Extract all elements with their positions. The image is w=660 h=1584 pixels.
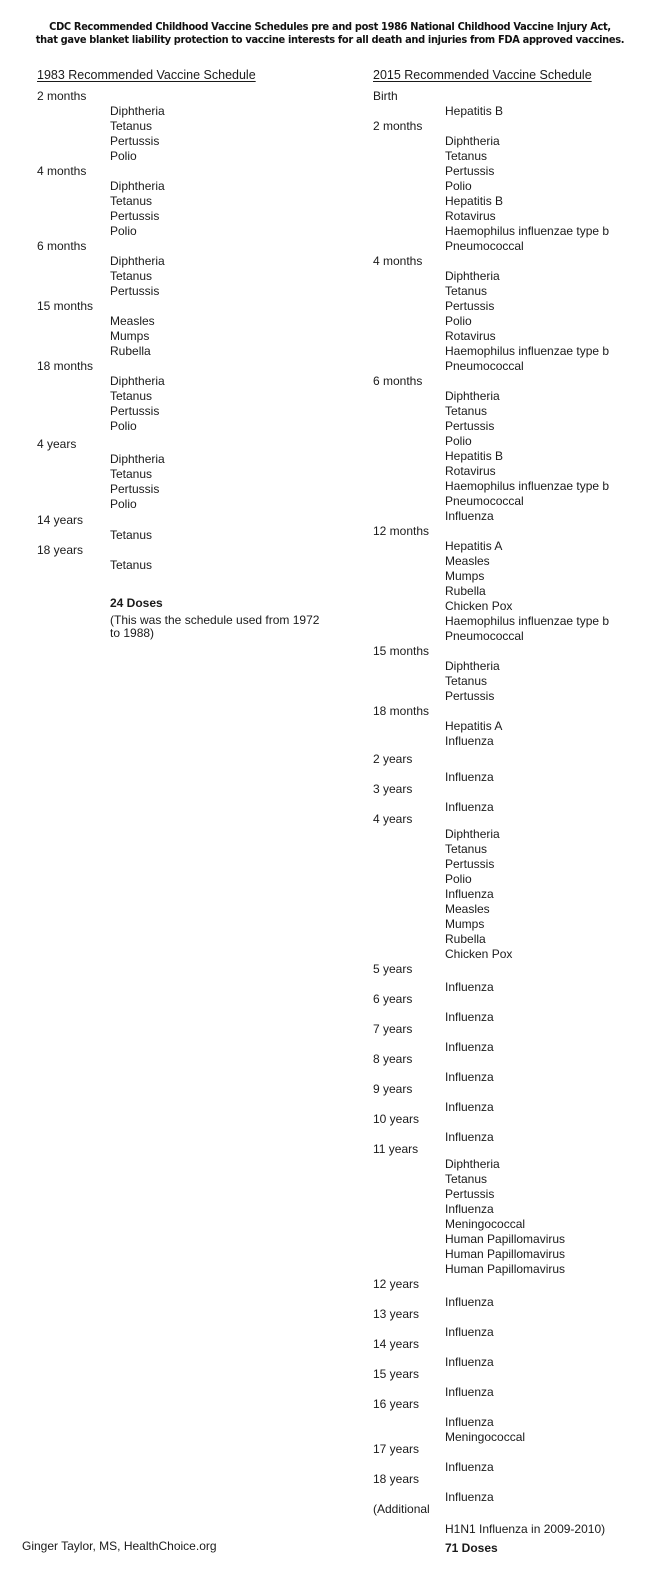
age-label: 4 years [373, 812, 413, 826]
age-label: 18 months [37, 359, 94, 373]
vaccine-item: Diphtheria [110, 452, 165, 466]
vaccine-item: Tetanus [445, 674, 488, 688]
vaccine-item: Measles [110, 314, 155, 328]
vaccine-item: Diphtheria [445, 827, 500, 841]
vaccine-item: Pertussis [445, 299, 495, 313]
vaccine-item: Human Papillomavirus [445, 1262, 566, 1276]
age-label: 18 years [373, 1472, 420, 1486]
age-label: 2 months [37, 89, 87, 103]
vaccine-item: Influenza [445, 1385, 494, 1399]
age-label: 10 years [373, 1112, 420, 1126]
vaccine-item: Hepatitis A [445, 539, 503, 553]
vaccine-item: Tetanus [110, 389, 153, 403]
vaccine-item: Rubella [110, 344, 151, 358]
age-label: 13 years [373, 1307, 420, 1321]
vaccine-item: Diphtheria [110, 374, 165, 388]
vaccine-item: Influenza [445, 1490, 494, 1504]
age-label: 17 years [373, 1442, 420, 1456]
age-label: 3 years [373, 782, 413, 796]
vaccine-item: Pneumococcal [445, 359, 524, 373]
vaccine-item: Pertussis [110, 404, 160, 418]
heading-1983-schedule: 1983 Recommended Vaccine Schedule [37, 68, 256, 82]
vaccine-item: Influenza [445, 509, 494, 523]
age-label: 14 years [37, 513, 84, 527]
vaccine-item: Influenza [445, 1070, 494, 1084]
vaccine-item: Rubella [445, 584, 486, 598]
total-doses-1983: 24 Doses [110, 596, 163, 610]
vaccine-item: Influenza [445, 1040, 494, 1054]
age-label: 4 months [37, 164, 87, 178]
age-label: 16 years [373, 1397, 420, 1411]
vaccine-item: Influenza [445, 980, 494, 994]
vaccine-item: Rotavirus [445, 464, 496, 478]
vaccine-item: Pneumococcal [445, 494, 524, 508]
age-label: 15 months [373, 644, 430, 658]
vaccine-item: Tetanus [110, 194, 153, 208]
vaccine-item: H1N1 Influenza in 2009-2010) [445, 1522, 606, 1536]
vaccine-item: Tetanus [110, 467, 153, 481]
age-label: 6 months [373, 374, 423, 388]
vaccine-item: Influenza [445, 1100, 494, 1114]
vaccine-item: Polio [110, 149, 137, 163]
footer-credit: Ginger Taylor, MS, HealthChoice.org [22, 1539, 217, 1553]
vaccine-item: Tetanus [110, 269, 153, 283]
vaccine-item: Haemophilus influenzae type b [445, 344, 610, 358]
age-label: 5 years [373, 962, 413, 976]
vaccine-item: Tetanus [445, 404, 488, 418]
vaccine-item: Polio [445, 314, 472, 328]
vaccine-item: Hepatitis B [445, 449, 504, 463]
age-label: 2 years [373, 752, 413, 766]
vaccine-item: Diphtheria [110, 179, 165, 193]
age-label: 6 months [37, 239, 87, 253]
vaccine-item: Tetanus [110, 528, 153, 542]
vaccine-item: Pneumococcal [445, 239, 524, 253]
vaccine-item: Meningococcal [445, 1217, 526, 1231]
age-label: 8 years [373, 1052, 413, 1066]
vaccine-item: Polio [110, 497, 137, 511]
vaccine-item: Tetanus [445, 149, 488, 163]
vaccine-item: Polio [110, 419, 137, 433]
vaccine-item: Pertussis [445, 857, 495, 871]
vaccine-item: Chicken Pox [445, 947, 513, 961]
vaccine-item: Measles [445, 902, 490, 916]
age-label: 15 months [37, 299, 94, 313]
vaccine-item: Diphtheria [445, 1157, 500, 1171]
age-label: 6 years [373, 992, 413, 1006]
vaccine-item: Tetanus [110, 558, 153, 572]
vaccine-item: Haemophilus influenzae type b [445, 614, 610, 628]
age-label: 9 years [373, 1082, 413, 1096]
vaccine-item: Rotavirus [445, 209, 496, 223]
vaccine-item: Polio [110, 224, 137, 238]
vaccine-item: Pertussis [110, 134, 160, 148]
vaccine-item: Influenza [445, 800, 494, 814]
age-label: 12 months [373, 524, 430, 538]
vaccine-item: Mumps [445, 917, 485, 931]
vaccine-item: Tetanus [445, 284, 488, 298]
vaccine-item: Pertussis [445, 689, 495, 703]
age-label: 12 years [373, 1277, 420, 1291]
age-label: Birth [373, 89, 398, 103]
title-line-1: CDC Recommended Childhood Vaccine Schedules pre and post 1986 National Childhood Vaccine Injury Act, [49, 21, 611, 33]
vaccine-item: Human Papillomavirus [445, 1232, 566, 1246]
vaccine-item: Influenza [445, 1325, 494, 1339]
vaccine-item: Hepatitis B [445, 194, 504, 208]
vaccine-item: Measles [445, 554, 490, 568]
age-label: 7 years [373, 1022, 413, 1036]
vaccine-item: Mumps [445, 569, 485, 583]
vaccine-item: Influenza [445, 1355, 494, 1369]
age-label: (Additional [373, 1502, 430, 1516]
age-label: 4 years [37, 437, 77, 451]
age-label: 15 years [373, 1367, 420, 1381]
vaccine-item: Human Papillomavirus [445, 1247, 566, 1261]
vaccine-item: Polio [445, 179, 472, 193]
vaccine-item: Mumps [110, 329, 150, 343]
vaccine-item: Pertussis [110, 209, 160, 223]
age-label: 18 years [37, 543, 84, 557]
vaccine-item: Pneumococcal [445, 629, 524, 643]
vaccine-item: Influenza [445, 1415, 494, 1429]
vaccine-item: Haemophilus influenzae type b [445, 479, 610, 493]
vaccine-item: Haemophilus influenzae type b [445, 224, 610, 238]
heading-2015-schedule: 2015 Recommended Vaccine Schedule [373, 68, 592, 82]
vaccine-item: Diphtheria [445, 134, 500, 148]
vaccine-item: Influenza [445, 1460, 494, 1474]
total-doses-2015: 71 Doses [445, 1541, 498, 1555]
age-label: 2 months [373, 119, 423, 133]
schedule-1983-note: (This was the schedule used from 1972 to 1988) [110, 613, 320, 640]
vaccine-item: Polio [445, 434, 472, 448]
vaccine-item: Tetanus [110, 119, 153, 133]
vaccine-item: Tetanus [445, 842, 488, 856]
vaccine-item: Influenza [445, 1295, 494, 1309]
vaccine-item: Rubella [445, 932, 486, 946]
vaccine-item: Influenza [445, 1130, 494, 1144]
vaccine-item: Pertussis [445, 164, 495, 178]
vaccine-item: Influenza [445, 1202, 494, 1216]
vaccine-item: Diphtheria [445, 659, 500, 673]
vaccine-item: Pertussis [445, 419, 495, 433]
vaccine-item: Tetanus [445, 1172, 488, 1186]
vaccine-item: Pertussis [110, 284, 160, 298]
vaccine-item: Influenza [445, 734, 494, 748]
vaccine-item: Influenza [445, 887, 494, 901]
vaccine-item: Diphtheria [445, 389, 500, 403]
vaccine-item: Influenza [445, 1010, 494, 1024]
vaccine-item: Diphtheria [445, 269, 500, 283]
vaccine-item: Influenza [445, 770, 494, 784]
vaccine-item: Diphtheria [110, 104, 165, 118]
vaccine-item: Meningococcal [445, 1430, 526, 1444]
age-label: 14 years [373, 1337, 420, 1351]
title-line-2: that gave blanket liability protection to vaccine interests for all death and injuries from FDA approved vaccines. [35, 34, 625, 46]
vaccine-item: Pertussis [110, 482, 160, 496]
vaccine-item: Hepatitis B [445, 104, 504, 118]
vaccine-item: Chicken Pox [445, 599, 513, 613]
age-label: 11 years [373, 1142, 419, 1156]
vaccine-item: Polio [445, 872, 472, 886]
vaccine-item: Hepatitis A [445, 719, 503, 733]
age-label: 4 months [373, 254, 423, 268]
age-label: 18 months [373, 704, 430, 718]
page-title [23, 21, 637, 47]
vaccine-item: Rotavirus [445, 329, 496, 343]
vaccine-item: Diphtheria [110, 254, 165, 268]
vaccine-item: Pertussis [445, 1187, 495, 1201]
